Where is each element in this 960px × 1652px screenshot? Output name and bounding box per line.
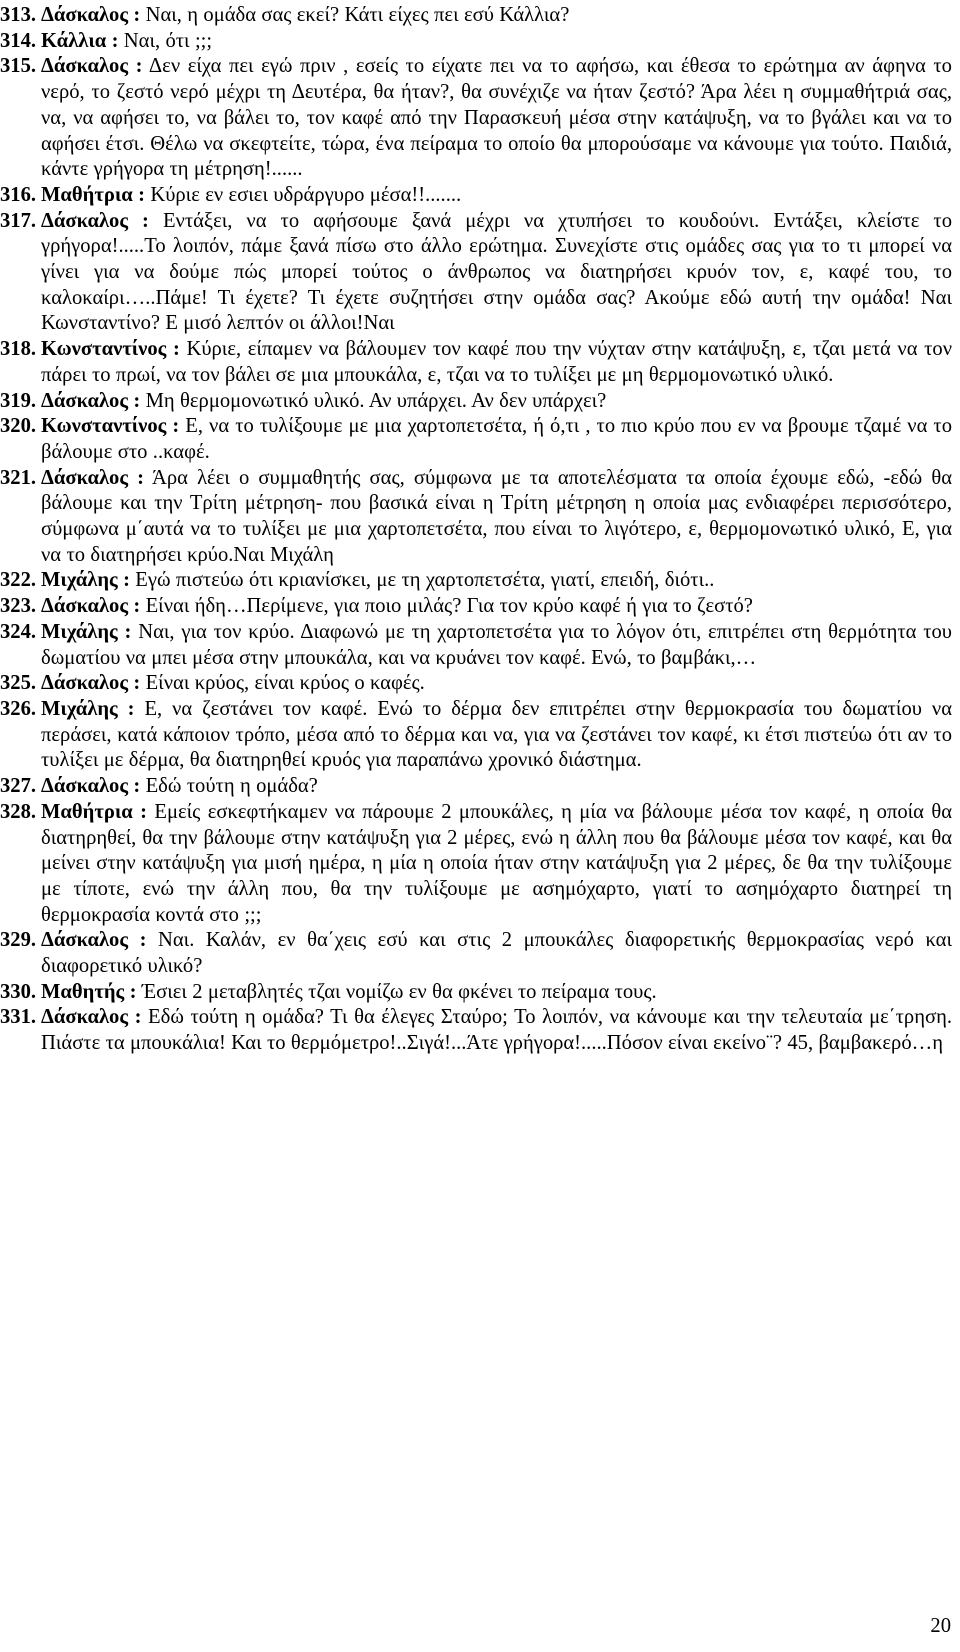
line-number: 325. <box>0 672 37 695</box>
transcript-entry <box>0 980 952 1006</box>
transcript-entry <box>0 29 952 55</box>
line-number: 320. <box>0 415 37 438</box>
speaker-name: Δάσκαλος : <box>41 466 145 489</box>
utterance-text: Είναι ήδη…Περίμενε, για ποιο μιλάς? Για τον κρύο καφέ ή για το ζεστό? <box>140 595 753 618</box>
utterance-text: Κύριε, είπαμεν να βάλουμεν τον καφέ που την νύχταν στην κατάψυξη, ε, τζαι μετά να τον πάρει το πρωί, να τον βάλει σε μια μπουκάλα, ε, τζαι να το τυλίξει με μη θερμομονωτικό υλικό. <box>41 338 952 386</box>
speaker-name: Κωνσταντίνος : <box>41 338 180 361</box>
transcript-entry <box>0 183 952 209</box>
speaker-name: Μιχάλης : <box>41 620 132 643</box>
utterance-text: Ναι. Καλάν, εν θα΄χεις εσύ και στις 2 μπουκάλες διαφορετικής θερμοκρασίας νερό και διαφορετικό υλικό? <box>41 929 952 978</box>
line-number: 317. <box>0 209 37 232</box>
line-number: 331. <box>0 1006 37 1029</box>
line-number: 322. <box>0 569 37 592</box>
speaker-name: Δάσκαλος : <box>41 775 141 798</box>
transcript-entry <box>0 54 952 183</box>
line-number: 314. <box>0 29 37 52</box>
transcript-entry <box>0 466 952 569</box>
line-number: 330. <box>0 980 37 1003</box>
line-number: 324. <box>0 620 37 643</box>
line-number: 327. <box>0 775 37 798</box>
transcript-entry <box>0 697 952 774</box>
line-number: 319. <box>0 389 37 412</box>
transcript-entry <box>0 800 952 929</box>
line-number: 321. <box>0 466 37 489</box>
utterance-text: Κύριε εν εσιει υδράργυρο μέσα!!....... <box>144 183 462 206</box>
speaker-name: Δάσκαλος : <box>41 595 141 618</box>
transcript <box>0 3 952 1057</box>
speaker-name: Δάσκαλος : <box>41 209 149 232</box>
line-number: 326. <box>0 697 37 720</box>
transcript-entry <box>0 568 952 594</box>
line-number: 329. <box>0 929 37 952</box>
transcript-entry <box>0 414 952 465</box>
transcript-entry <box>0 594 952 620</box>
transcript-entry <box>0 337 952 388</box>
line-number: 323. <box>0 595 37 618</box>
line-number: 318. <box>0 338 37 361</box>
speaker-name: Μαθήτρια : <box>41 183 145 206</box>
speaker-name: Μαθήτρια : <box>41 800 147 823</box>
transcript-entry <box>0 671 952 697</box>
utterance-text: Ναι, ότι ;;; <box>118 29 213 52</box>
page-number: 20 <box>930 1615 951 1637</box>
utterance-text: Εμείς εσκεφτήκαμεν να πάρουμε 2 μπουκάλες, η μία να βάλουμε μέσα τον καφέ, η οποία θα διατηρηθεί, θα την βάλουμε στην κατάψυξη για 2 μέρες, ενώ η άλλη που θα βάλουμε μέσα τον καφέ, και θα μείνει στην κατάψυξη για μισή ημέρα, η μία η οποία ήταν στην κατάψυξη για 2 μέρες, δε θα την τυλίξουμε με τίποτε, ενώ την άλλη που, θα την τυλίξουμε με ασημόχαρτο, γιατί το ασημόχαρτο διατηρεί τη θερμοκρασία κοντά στο ;;; <box>41 800 952 926</box>
utterance-text: Εντάξει, να το αφήσουμε ξανά μέχρι να χτυπήσει το κουδούνι. Εντάξει, κλείστε το γρήγορα!.....Το λοιπόν, πάμε ξανά πίσω στο άλλο ερώτημα. Συνεχίστε στις ομάδες σας για το τι μπορεί να γίνει για να δούμε πώς μπορεί τούτος ο άνθρωπος να διατηρήσει κρυόν τον, ε, καφέ του, το καλοκαίρι…..Πάμε! Τι έχετε? Τι έχετε συζητήσει στην ομάδα σας? Ακούμε εδώ αυτή την ομάδα! Ναι Κωνσταντίνο? Ε μισό λεπτόν οι άλλοι!Ναι <box>41 209 952 335</box>
transcript-entry <box>0 928 952 979</box>
utterance-text: Ε, να ζεστάνει τον καφέ. Ενώ το δέρμα δεν επιτρέπει στην θερμοκρασία του δωματίου να περάσει, κατά κάποιον τρόπο, μέσα από το δέρμα και να, για να ζεστάνει τον καφέ, κι έτσι πιστεύω ότι αν το τυλίξει με δέρμα, θα διατηρηθεί κρυός για παραπάνω χρονικό διάστημα. <box>41 697 952 772</box>
transcript-entry <box>0 389 952 415</box>
utterance-text: Ε, να το τυλίξουμε με μια χαρτοπετσέτα, ή ό,τι , το πιο κρύο που εν να βρουμε τζαμέ να το βάλουμε στο ..καφέ. <box>41 415 952 463</box>
line-number: 328. <box>0 800 37 823</box>
utterance-text: Έσιει 2 μεταβλητές τζαι νομίζω εν θα φκένει το πείραμα τους. <box>136 980 657 1003</box>
speaker-name: Δάσκαλος : <box>41 4 141 26</box>
speaker-name: Δάσκαλος : <box>41 929 147 952</box>
transcript-entry <box>0 209 952 338</box>
line-number: 315. <box>0 55 37 78</box>
utterance-text: Εδώ τούτη η ομάδα? <box>140 775 318 798</box>
utterance-text: Δεν είχα πει εγώ πριν , εσείς το είχατε πει να το αφήσω, και έθεσα το ερώτημα αν άφηνα το νερό, το ζεστό νερό μέχρι τη Δευτέρα, θα ήταν?, θα συνέχιζε να ήταν ζεστό? Άρα λέει η συμμαθήτριά σας, να, να αφήσει το, να βάλει το, τον καφέ από την Παρασκευή μέσα στην κατάψυξη, να το βγάλει και να το αφήσει έτσι. Θέλω να σκεφτείτε, τώρα, ένα πείραμα το οποίο θα μπορούσαμε να κάνουμε για τούτο. Παιδιά, κάντε γρήγορα τη μέτρηση!...... <box>41 55 952 181</box>
utterance-text: Μη θερμομονωτικό υλικό. Αν υπάρχει. Αν δεν υπάρχει? <box>140 389 607 412</box>
utterance-text: Εδώ τούτη η ομάδα? Τι θα έλεγες Σταύρο; Το λοιπόν, να κάνουμε και την τελευταία με΄τρηση. Πιάστε τα μπουκάλια! Και το θερμόμετρο!..Σιγά!...Άτε γρήγορα!.....Πόσον είναι εκείνο¨? 45, βαμβακερό…η <box>41 1006 952 1055</box>
speaker-name: Δάσκαλος : <box>41 1006 142 1029</box>
utterance-text: Ναι, για τον κρύο. Διαφωνώ με τη χαρτοπετσέτα για το λόγον ότι, επιτρέπει στη θερμότητα του δωματίου να μπει μέσα στην μπουκάλα, και να κρυάνει τον καφέ. Ενώ, το βαμβάκι,… <box>41 620 952 669</box>
transcript-entry <box>0 3 952 29</box>
speaker-name: Κωνσταντίνος : <box>41 415 180 438</box>
speaker-name: Δάσκαλος : <box>41 389 141 412</box>
transcript-entry <box>0 1005 952 1056</box>
utterance-text: Άρα λέει ο συμμαθητής σας, σύμφωνα με τα αποτελέσματα τα οποία έχουμε εδώ, -εδώ θα βάλουμε και την Τρίτη μέτρηση- που βασικά είναι η Τρίτη μέτρηση η οποία μας ενδιαφέρει περισσότερο, σύμφωνα μ΄αυτά να το τυλίξει με μια χαρτοπετσέτα, που είναι το λιγότερο, ε, θερμομονωτικό υλικό, Ε, για να το διατηρήσει κρύο.Ναι Μιχάλη <box>41 466 952 566</box>
transcript-entry <box>0 774 952 800</box>
speaker-name: Κάλλια : <box>41 29 119 52</box>
speaker-name: Μιχάλης : <box>41 697 135 720</box>
speaker-name: Μιχάλης : <box>41 569 130 592</box>
transcript-entry <box>0 620 952 671</box>
speaker-name: Δάσκαλος : <box>41 55 143 78</box>
line-number: 316. <box>0 183 37 206</box>
line-number: 313. <box>0 4 37 26</box>
utterance-text: Ναι, η ομάδα σας εκεί? Κάτι είχες πει εσύ Κάλλια? <box>140 4 570 26</box>
utterance-text: Εγώ πιστεύω ότι κριανίσκει, με τη χαρτοπετσέτα, γιατί, επειδή, διότι.. <box>129 569 715 592</box>
speaker-name: Δάσκαλος : <box>41 672 141 695</box>
utterance-text: Είναι κρύος, είναι κρύος ο καφές. <box>140 672 425 695</box>
speaker-name: Μαθητής : <box>41 980 137 1003</box>
